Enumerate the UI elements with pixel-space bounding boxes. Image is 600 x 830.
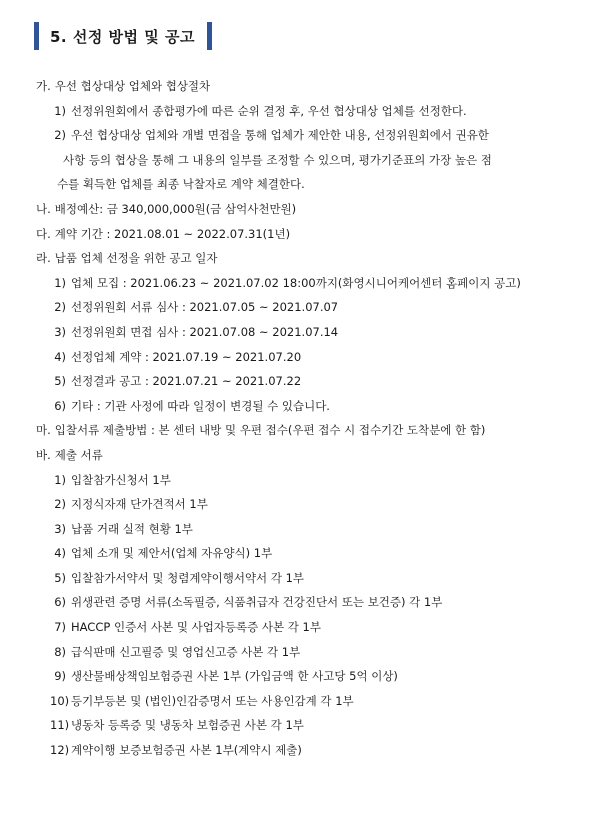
line-text: 기타 : 기관 사정에 따라 일정이 변경될 수 있습니다.	[71, 398, 330, 413]
list-item	[36, 738, 576, 763]
section-label: 다.	[36, 226, 51, 241]
item-number: 11)	[50, 718, 70, 733]
line-text: 입찰참가신청서 1부	[71, 472, 171, 487]
heading-left-bar	[34, 22, 39, 50]
list-item	[36, 590, 576, 615]
line-text: 우선 협상대상 업체와 협상절차	[54, 79, 211, 93]
line-text: 등기부등본 및 (법인)인감증명서 또는 사용인감계 각 1부	[71, 693, 354, 708]
item-number: 5)	[54, 374, 66, 389]
list-item	[36, 468, 576, 493]
line-text: 선정위원회 면접 심사 : 2021.07.08 ~ 2021.07.14	[71, 324, 339, 339]
section-line	[36, 197, 576, 222]
line-text: 계약 기간 : 2021.08.01 ~ 2022.07.31(1년)	[54, 226, 291, 241]
list-item	[36, 566, 576, 591]
line-text: 사항 등의 협상을 통해 그 내용의 일부를 조정할 수 있으며, 평가기준표의 가장 높은 점	[63, 152, 492, 167]
line-text: 우선 협상대상 업체와 개별 면접을 통해 업체가 제안한 내용, 선정위원회에서 권유한	[71, 128, 489, 143]
item-number: 2)	[54, 300, 66, 315]
line-text: 선정결과 공고 : 2021.07.21 ~ 2021.07.22	[71, 374, 302, 389]
list-item	[36, 320, 576, 345]
heading-title: 5. 선정 방법 및 공고	[50, 27, 195, 46]
section-heading	[34, 22, 212, 50]
list-item	[36, 369, 576, 394]
item-number: 10)	[50, 693, 70, 708]
line-text: 위생관련 증명 서류(소독필증, 식품취급자 건강진단서 또는 보건증) 각 1부	[71, 595, 443, 610]
item-number: 3)	[54, 324, 66, 339]
item-number: 4)	[54, 546, 66, 561]
line-text: HACCP 인증서 사본 및 사업자등록증 사본 각 1부	[71, 620, 321, 635]
line-text: 선정위원회에서 종합평가에 따른 순위 결정 후, 우선 협상대상 업체를 선정한다.	[71, 103, 467, 118]
line-text: 수를 획득한 업체를 최종 낙찰자로 계약 체결한다.	[57, 177, 305, 192]
line-text: 납품 업체 선정을 위한 공고 일자	[54, 251, 218, 266]
list-item	[36, 345, 576, 370]
item-number: 3)	[54, 521, 66, 536]
continuation-line	[36, 172, 576, 197]
line-text: 선정위원회 서류 심사 : 2021.07.05 ~ 2021.07.07	[71, 300, 339, 315]
section-line	[36, 246, 576, 271]
item-number: 2)	[54, 497, 66, 512]
heading-right-bar	[207, 22, 212, 50]
list-item	[36, 517, 576, 542]
list-item	[36, 492, 576, 517]
list-item	[36, 271, 576, 296]
section-label: 라.	[36, 251, 51, 266]
line-text: 납품 거래 실적 현황 1부	[71, 521, 193, 536]
line-text: 업체 소개 및 제안서(업체 자유양식) 1부	[71, 546, 273, 561]
list-item	[36, 123, 576, 148]
section-label: 마.	[36, 423, 51, 438]
section-line	[36, 74, 576, 99]
item-number: 7)	[54, 620, 66, 635]
section-line	[36, 443, 576, 468]
item-number: 6)	[54, 398, 66, 413]
item-number: 12)	[50, 743, 70, 758]
list-item	[36, 689, 576, 714]
line-text: 입찰서류 제출방법 : 본 센터 내방 및 우편 접수(우편 접수 시 접수기간 도착분에 한 함)	[54, 423, 486, 438]
section-label: 나.	[36, 201, 51, 216]
list-item	[36, 713, 576, 738]
line-text: 급식판매 신고필증 및 영업신고증 사본 각 1부	[71, 644, 301, 659]
line-text: 제출 서류	[54, 447, 103, 462]
line-text: 업체 모집 : 2021.06.23 ~ 2021.07.02 18:00까지(화영시니어케어센터 홈페이지 공고)	[71, 275, 521, 290]
list-item	[36, 295, 576, 320]
line-text: 배정예산: 금 340,000,000원(금 삼억사천만원)	[54, 201, 297, 216]
line-text: 지정식자재 단가견적서 1부	[71, 497, 208, 512]
item-number: 4)	[54, 349, 66, 364]
list-item	[36, 99, 576, 124]
item-number: 2)	[54, 128, 66, 143]
list-item	[36, 394, 576, 419]
item-number: 5)	[54, 570, 66, 585]
line-text: 계약이행 보증보험증권 사본 1부(계약시 제출)	[71, 743, 302, 758]
continuation-line	[36, 148, 576, 173]
line-text: 입찰참가서약서 및 청렴계약이행서약서 각 1부	[71, 570, 305, 585]
item-number: 1)	[54, 103, 66, 118]
section-line	[36, 418, 576, 443]
line-text: 생산물배상책임보험증권 사본 1부 (가입금액 한 사고당 5억 이상)	[71, 669, 398, 684]
list-item	[36, 615, 576, 640]
document-body	[36, 74, 576, 763]
item-number: 9)	[54, 669, 66, 684]
section-label: 바.	[36, 447, 51, 462]
item-number: 1)	[54, 275, 66, 290]
list-item	[36, 640, 576, 665]
line-text: 선정업체 계약 : 2021.07.19 ~ 2021.07.20	[71, 349, 302, 364]
section-line	[36, 222, 576, 247]
item-number: 1)	[54, 472, 66, 487]
item-number: 6)	[54, 595, 66, 610]
section-label: 가.	[36, 79, 51, 93]
list-item	[36, 664, 576, 689]
item-number: 8)	[54, 644, 66, 659]
list-item	[36, 541, 576, 566]
line-text: 냉동차 등록증 및 냉동차 보험증권 사본 각 1부	[71, 718, 304, 733]
